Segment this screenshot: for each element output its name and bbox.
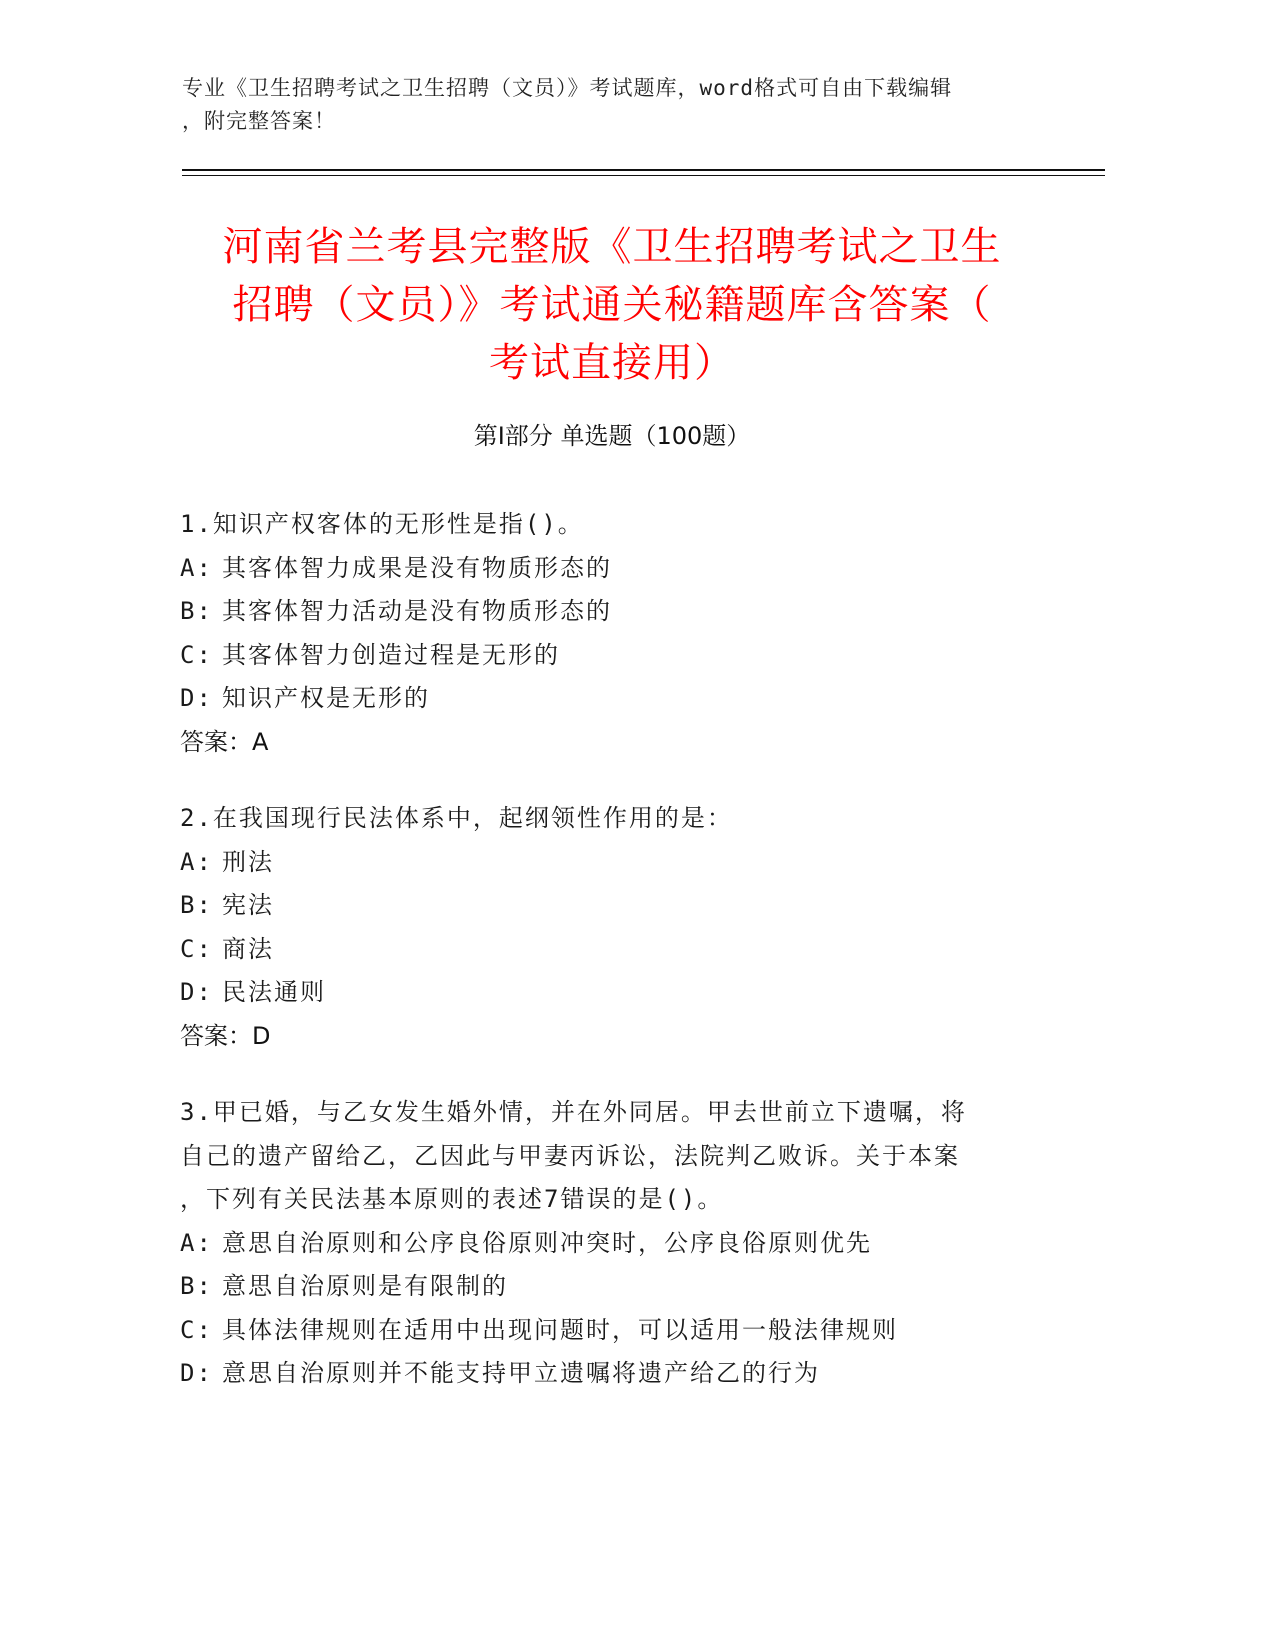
option-text: 刑法 [222,847,274,876]
option-a [180,1222,1040,1266]
option-label: C: [180,934,213,963]
title-line-2: 招聘（文员）》考试通关秘籍题库含答案（ [232,282,992,328]
question-stem: 1.知识产权客体的无形性是指()。 [180,510,584,538]
document-title [182,218,1042,392]
title-line-1: 河南省兰考县完整版《卫生招聘考试之卫生 [222,224,1002,270]
option-text: 商法 [222,934,274,963]
option-a [180,547,1040,591]
option-d [180,677,1040,721]
option-text: 其客体智力成果是没有物质形态的 [222,553,612,582]
answer: 答案：A [180,727,269,756]
option-label: D: [180,978,213,1006]
option-b [180,590,1040,634]
header-divider-thick [182,169,1105,171]
option-b [180,884,1040,928]
option-text: 知识产权是无形的 [222,684,430,712]
option-label: D: [180,684,213,712]
option-label: D: [180,1359,213,1387]
option-label: B: [180,1272,213,1300]
option-text: 宪法 [222,891,274,919]
option-text: 其客体智力活动是没有物质形态的 [222,597,612,625]
header-note-line-1: 专业《卫生招聘考试之卫生招聘（文员）》考试题库，word格式可自由下载编辑 [182,76,953,100]
question-stem-line-2: 自己的遗产留给乙，乙因此与甲妻丙诉讼，法院判乙败诉。关于本案 [180,1141,960,1170]
option-d [180,971,1040,1015]
option-d [180,1352,1040,1396]
option-label: A: [180,553,213,582]
option-label: A: [180,1228,213,1257]
question-stem-line-1: 3.甲已婚，与乙女发生婚外情，并在外同居。甲去世前立下遗嘱，将 [180,1098,967,1126]
option-b [180,1265,1040,1309]
question-2 [180,797,1040,1058]
option-label: B: [180,891,213,919]
option-c [180,928,1040,972]
question-stem: 2.在我国现行民法体系中，起纲领性作用的是： [180,804,733,832]
option-text: 民法通则 [222,978,326,1006]
option-c [180,1309,1040,1353]
answer: 答案：D [180,1021,271,1050]
question-3 [180,1091,1040,1396]
question-1 [180,503,1040,764]
header-note [182,72,1042,138]
option-label: B: [180,597,213,625]
question-stem-line-3: ，下列有关民法基本原则的表述7错误的是()。 [180,1185,724,1213]
option-text: 具体法律规则在适用中出现问题时，可以适用一般法律规则 [222,1315,898,1344]
option-label: C: [180,640,213,669]
option-c [180,634,1040,678]
option-text: 其客体智力创造过程是无形的 [222,640,560,669]
option-text: 意思自治原则是有限制的 [222,1272,508,1300]
header-note-line-2: ，附完整答案！ [182,109,336,133]
option-label: C: [180,1315,213,1344]
option-a [180,841,1040,885]
option-label: A: [180,847,213,876]
option-text: 意思自治原则并不能支持甲立遗嘱将遗产给乙的行为 [222,1359,820,1387]
header-divider-thin [182,175,1105,176]
question-list [180,503,1040,1429]
section-title: 第Ⅰ部分 单选题（100题） [473,422,751,450]
option-text: 意思自治原则和公序良俗原则冲突时，公序良俗原则优先 [222,1228,872,1257]
title-line-3: 考试直接用） [489,340,735,386]
